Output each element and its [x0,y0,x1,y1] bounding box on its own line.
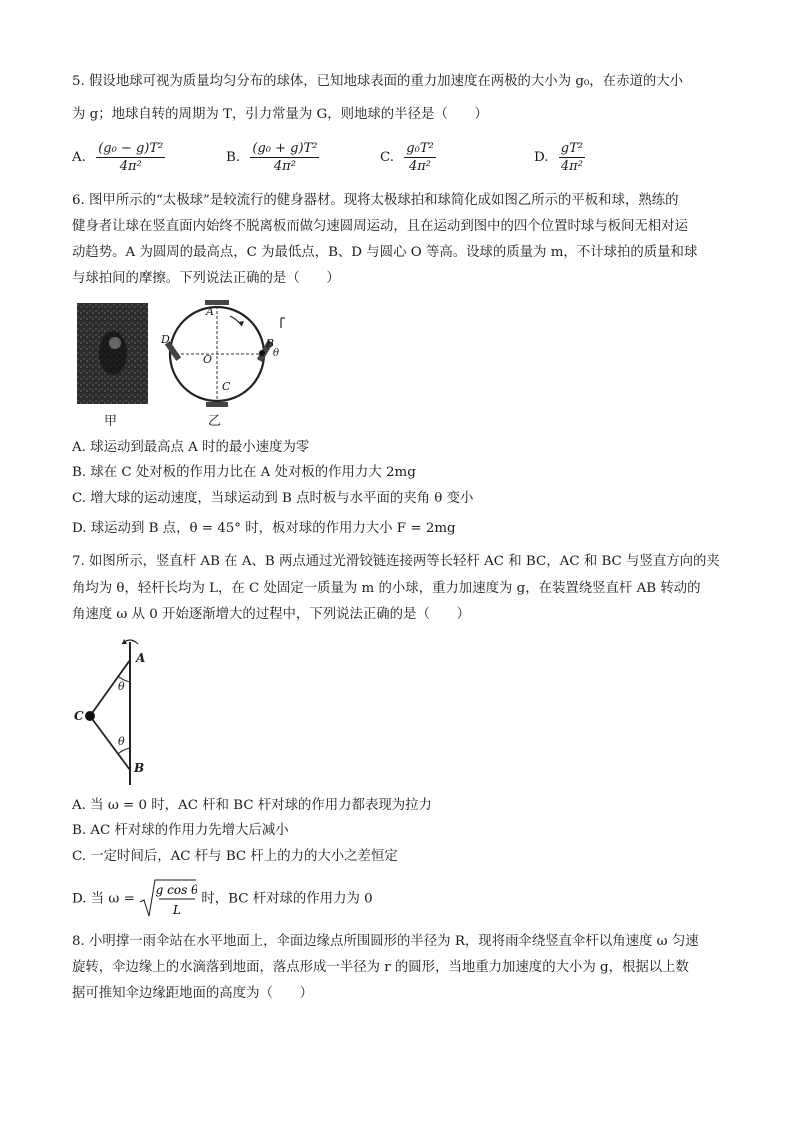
q7-option-a: A. 当 ω = 0 时，AC 杆和 BC 杆对球的作用力都表现为拉力 [72,798,432,813]
option-d-prefix: D. 当 ω = [72,891,135,907]
fraction [559,140,585,175]
denominator: 4π² [560,159,583,174]
fraction [250,140,319,175]
numerator: (g₀ − g)T² [98,141,164,156]
label-d: D [161,333,170,346]
option-d-suffix: 时，BC 杆对球的作用力为 0 [201,891,373,907]
q5-option-a [72,140,165,175]
figure-caption-yi: 乙 [208,414,222,429]
q5-stem-line1: 5. 假设地球可视为质量均匀分布的球体，已知地球表面的重力加速度在两极的大小为 g₀，在赤道的大小 [72,74,684,89]
sqrt-expression [139,878,197,920]
denominator: 4π² [119,159,142,174]
denominator: 4π² [408,159,432,174]
rod-label-c: C [74,709,84,723]
sqrt-denominator: L [173,903,182,917]
q5-option-b [226,140,319,175]
rod-label-a: A [136,651,146,665]
sqrt-numerator: g cos θ [155,883,198,897]
denominator: 4π² [273,159,296,174]
q5-option-d [534,140,585,175]
q6-stem-line2: 健身者让球在竖直面内始终不脱离板而做匀速圆周运动，且在运动到图中的四个位置时球与板间无相对运 [72,219,688,234]
option-label: A. [72,150,86,165]
q8-stem-line1: 8. 小明撑一雨伞站在水平地面上，伞面边缘点所围圆形的半径为 R，现将雨伞绕竖直伞杆以角速度 ω 匀速 [72,934,699,949]
q7-option-b: B. AC 杆对球的作用力先增大后减小 [72,823,289,838]
numerator: (g₀ + g)T² [252,141,318,156]
q5-option-c [380,140,436,175]
option-label: D. [534,150,549,165]
q7-stem-line2: 角均为 θ，轻杆长均为 L，在 C 处固定一质量为 m 的小球，重力加速度为 g，在装置绕竖直杆 AB 转动的 [72,581,701,596]
rod-label-theta-bottom: θ [118,735,125,748]
label-c: C [222,380,231,393]
figure-caption-jia: 甲 [104,414,118,429]
rod-label-b: B [134,761,145,775]
q6-stem-line1: 6. 图甲所示的“太极球”是较流行的健身器材。现将太极球拍和球简化成如图乙所示的平板和球，熟练的 [72,193,679,208]
q6-option-b: B. 球在 C 处对板的作用力比在 A 处对板的作用力大 2mg [72,465,416,480]
q6-stem-line4: 与球拍间的摩擦。下列说法正确的是（ ） [72,271,340,286]
label-o: O [203,353,213,366]
circle-diagram [158,296,288,412]
fraction [404,140,435,175]
taiji-photo [77,303,148,404]
q6-option-a: A. 球运动到最高点 A 时的最小速度为零 [72,440,310,455]
q5-stem-line2: 为 g；地球自转的周期为 T，引力常量为 G，则地球的半径是（ ） [72,107,488,122]
q8-stem-line3: 据可推知伞边缘距地面的高度为（ ） [72,986,314,1001]
label-theta: θ [273,348,280,359]
q7-option-c: C. 一定时间后，AC 杆与 BC 杆上的力的大小之差恒定 [72,849,398,864]
q7-stem-line1: 7. 如图所示，竖直杆 AB 在 A、B 两点通过光滑铰链连接两等长轻杆 AC 和 BC，AC 和 BC 与竖直方向的夹 [72,554,720,569]
numerator: g₀T² [406,141,434,156]
label-b: B [266,337,275,350]
q7-option-d [72,878,373,920]
q6-stem-line3: 动趋势。A 为圆周的最高点，C 为最低点，B、D 与圆心 O 等高。设球的质量为 m，不计球拍的质量和球 [72,245,698,260]
fraction [96,140,165,175]
numerator: gT² [560,141,583,156]
q6-option-d: D. 球运动到 B 点，θ = 45° 时，板对球的作用力大小 F = 2mg [72,521,456,536]
q8-stem-line2: 旋转，伞边缘上的水滴落到地面，落点形成一半径为 r 的圆形，当地重力加速度的大小为 g，根据以上数 [72,960,689,975]
q6-option-c: C. 增大球的运动速度，当球运动到 B 点时板与水平面的夹角 θ 变小 [72,491,474,506]
label-a: A [206,305,214,318]
rod-label-theta-top: θ [118,680,125,693]
option-label: C. [380,150,395,165]
option-label: B. [226,150,241,165]
q7-stem-line3: 角速度 ω 从 0 开始逐渐增大的过程中，下列说法正确的是（ ） [72,607,471,622]
